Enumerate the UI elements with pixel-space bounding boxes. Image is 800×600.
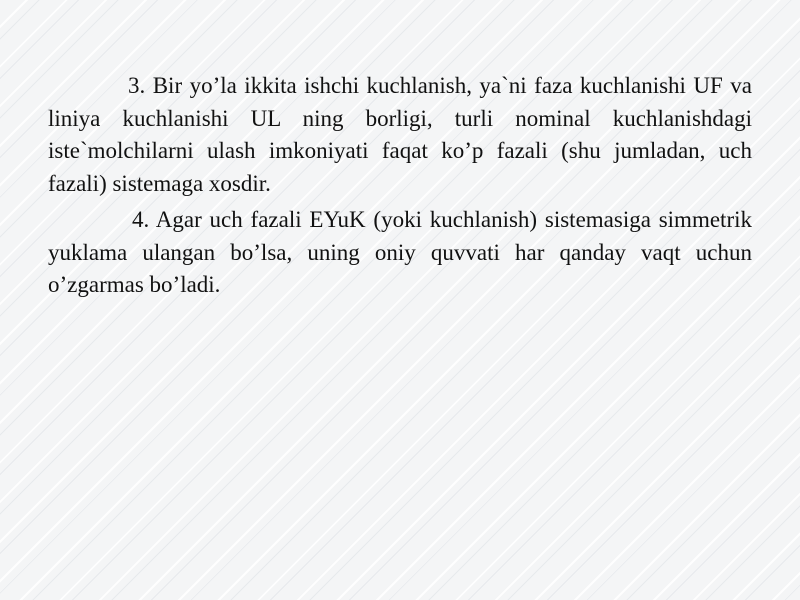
paragraph-4: 4. Agar uch fazali EYuK (yoki kuchlanish) sistemasiga simmetrik yuklama ulangan bo’lsa, uning oniy quvvati har qanday vaqt uchun o’zgarmas bo’ladi.	[48, 207, 752, 297]
paragraph-3: 3. Bir yo’la ikkita ishchi kuchlanish, ya`ni faza kuchlanishi UF va liniya kuchlanishi UL ning borligi, turli nominal kuchlanishdagi iste`molchilarni ulash imkoniyati faqat ko’p fazali (shu jumladan, uch fazali) sistemaga xosdir.	[48, 73, 752, 196]
slide-text-block	[48, 70, 752, 306]
